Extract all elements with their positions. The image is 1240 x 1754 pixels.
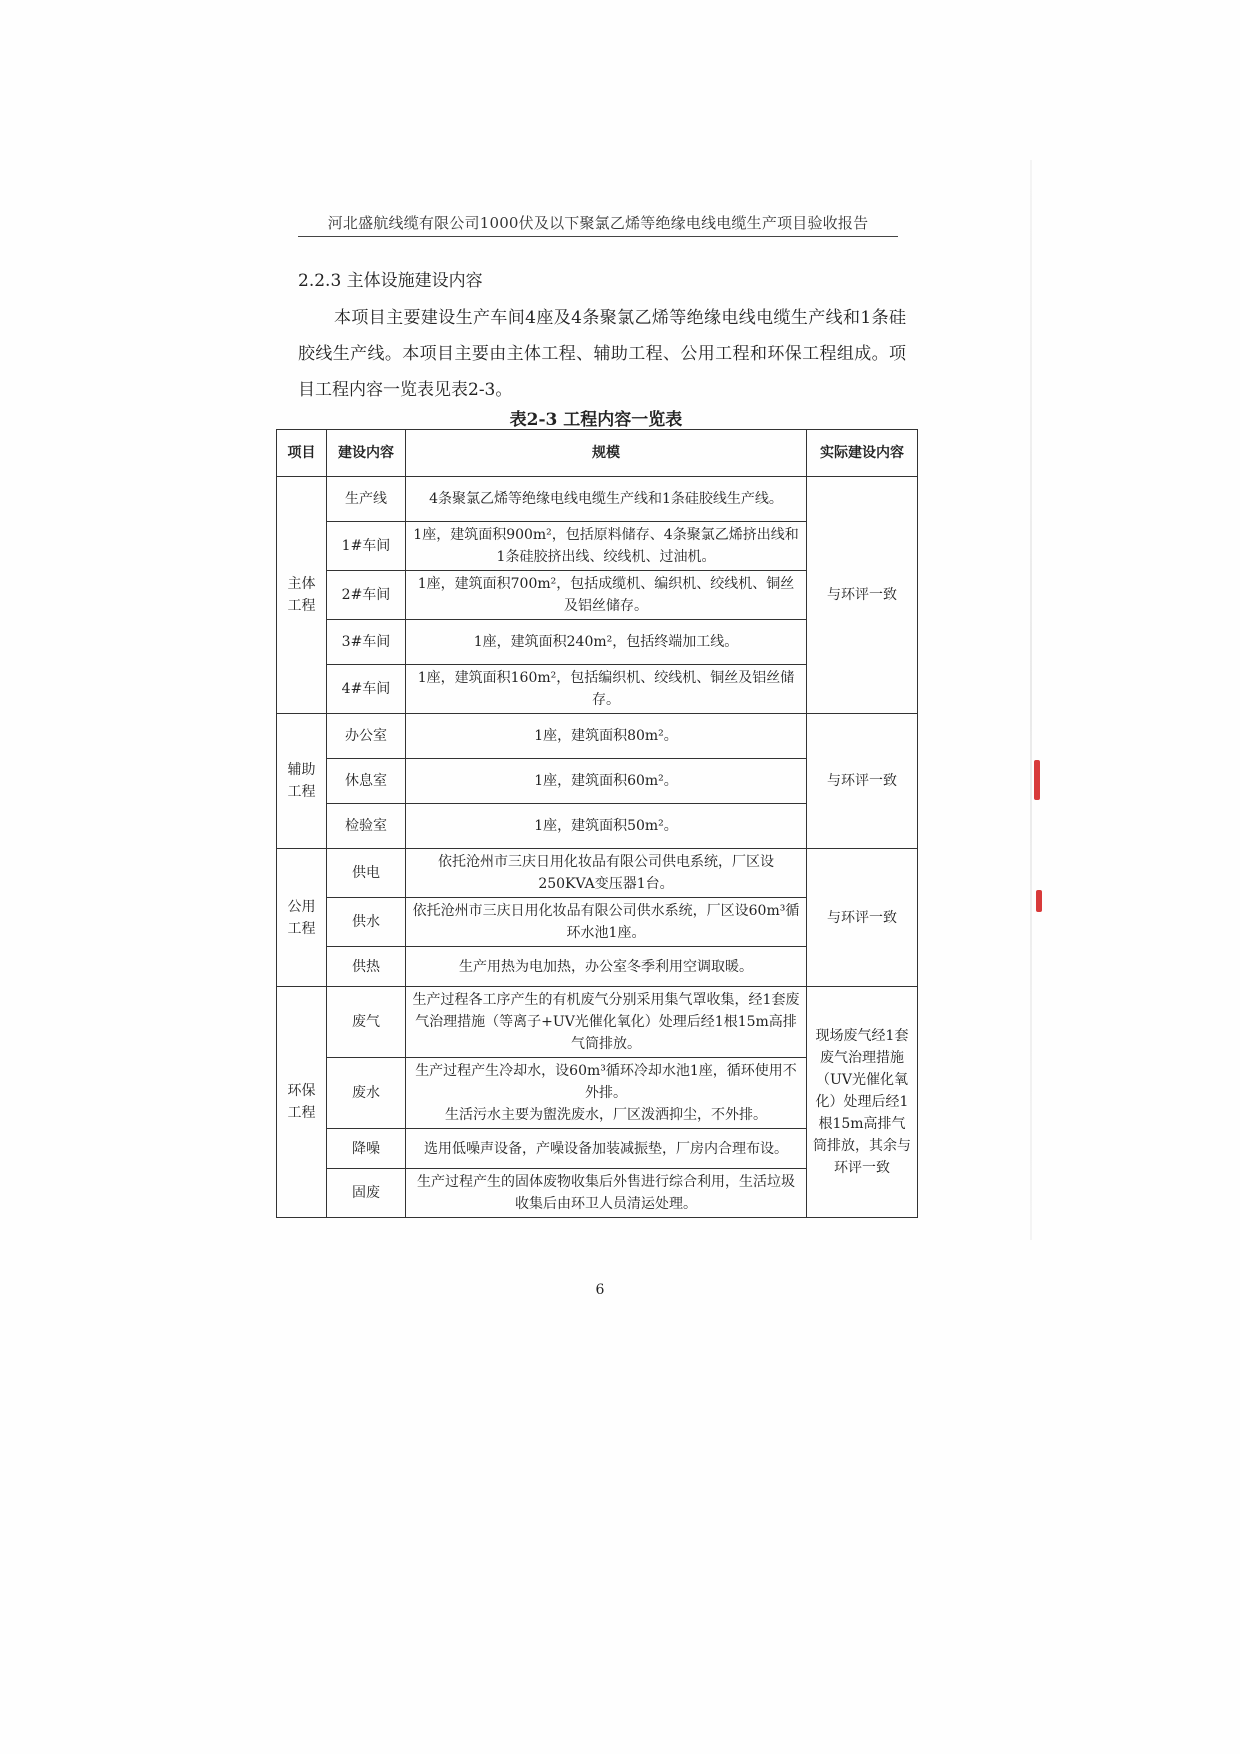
actual-cell: 现场废气经1套废气治理措施（UV光催化氧化）处理后经1根15m高排气筒排放，其余与环评一致 — [807, 987, 918, 1218]
project-content-table — [276, 429, 918, 1218]
scale-cell: 1座，建筑面积900m²，包括原料储存、4条聚氯乙烯挤出线和1条硅胶挤出线、绞线机、过油机。 — [406, 522, 807, 571]
item-cell: 降噪 — [327, 1129, 406, 1169]
scale-cell: 生产过程各工序产生的有机废气分别采用集气罩收集，经1套废气治理措施（等离子+UV光催化氧化）处理后经1根15m高排气筒排放。 — [406, 987, 807, 1058]
item-cell: 办公室 — [327, 714, 406, 759]
item-cell: 3#车间 — [327, 620, 406, 665]
table-row — [277, 849, 918, 898]
item-cell: 供水 — [327, 898, 406, 947]
item-cell: 休息室 — [327, 759, 406, 804]
scale-cell: 生产用热为电加热，办公室冬季利用空调取暖。 — [406, 947, 807, 987]
scale-cell: 1座，建筑面积240m²，包括终端加工线。 — [406, 620, 807, 665]
item-cell: 供电 — [327, 849, 406, 898]
header-rule — [298, 236, 898, 237]
category-cell: 主体 工程 — [277, 477, 327, 714]
table-row — [277, 477, 918, 522]
scale-cell: 选用低噪声设备，产噪设备加装减振垫，厂房内合理布设。 — [406, 1129, 807, 1169]
scale-cell: 依托沧州市三庆日用化妆品有限公司供电系统，厂区设250KVA变压器1台。 — [406, 849, 807, 898]
scale-cell: 1座，建筑面积700m²，包括成缆机、编织机、绞线机、铜丝及铝丝储存。 — [406, 571, 807, 620]
item-cell: 1#车间 — [327, 522, 406, 571]
item-cell: 固废 — [327, 1169, 406, 1218]
category-cell: 环保 工程 — [277, 987, 327, 1218]
item-cell: 检验室 — [327, 804, 406, 849]
table-body — [277, 477, 918, 1218]
table-header-row — [277, 430, 918, 477]
category-cell: 公用 工程 — [277, 849, 327, 987]
scale-cell: 1座，建筑面积160m²，包括编织机、绞线机、铜丝及铝丝储存。 — [406, 665, 807, 714]
scale-cell: 生产过程产生冷却水，设60m³循环冷却水池1座，循环使用不外排。 生活污水主要为盥洗废水，厂区泼洒抑尘，不外排。 — [406, 1058, 807, 1129]
table-caption: 表2-3 工程内容一览表 — [509, 410, 683, 430]
header-cell-actual: 实际建设内容 — [807, 430, 918, 477]
scale-cell: 4条聚氯乙烯等绝缘电线电缆生产线和1条硅胶线生产线。 — [406, 477, 807, 522]
actual-cell: 与环评一致 — [807, 477, 918, 714]
page-number: 6 — [595, 1282, 605, 1298]
report-header: 河北盛航线缆有限公司1000伏及以下聚氯乙烯等绝缘电线电缆生产项目验收报告 — [327, 214, 869, 232]
scale-cell: 生产过程产生的固体废物收集后外售进行综合利用，生活垃圾收集后由环卫人员清运处理。 — [406, 1169, 807, 1218]
header-cell-project: 项目 — [277, 430, 327, 477]
scan-edge-shadow — [1030, 160, 1032, 1240]
category-cell: 辅助 工程 — [277, 714, 327, 849]
table-row — [277, 714, 918, 759]
scale-cell: 1座，建筑面积50m²。 — [406, 804, 807, 849]
header-cell-content: 建设内容 — [327, 430, 406, 477]
actual-cell: 与环评一致 — [807, 714, 918, 849]
actual-cell: 与环评一致 — [807, 849, 918, 987]
red-stamp-mark — [1034, 760, 1040, 800]
red-stamp-mark — [1036, 890, 1042, 912]
header-cell-scale: 规模 — [406, 430, 807, 477]
item-cell: 4#车间 — [327, 665, 406, 714]
item-cell: 供热 — [327, 947, 406, 987]
item-cell: 废气 — [327, 987, 406, 1058]
scale-cell: 1座，建筑面积80m²。 — [406, 714, 807, 759]
item-cell: 废水 — [327, 1058, 406, 1129]
item-cell: 2#车间 — [327, 571, 406, 620]
table-row — [277, 987, 918, 1058]
section-title: 2.2.3 主体设施建设内容 — [298, 271, 483, 291]
scale-cell: 依托沧州市三庆日用化妆品有限公司供水系统，厂区设60m³循环水池1座。 — [406, 898, 807, 947]
item-cell: 生产线 — [327, 477, 406, 522]
scale-cell: 1座，建筑面积60m²。 — [406, 759, 807, 804]
section-paragraph: 本项目主要建设生产车间4座及4条聚氯乙烯等绝缘电线电缆生产线和1条硅胶线生产线。本项目主要由主体工程、辅助工程、公用工程和环保工程组成。项目工程内容一览表见表2-3。 — [298, 308, 906, 400]
